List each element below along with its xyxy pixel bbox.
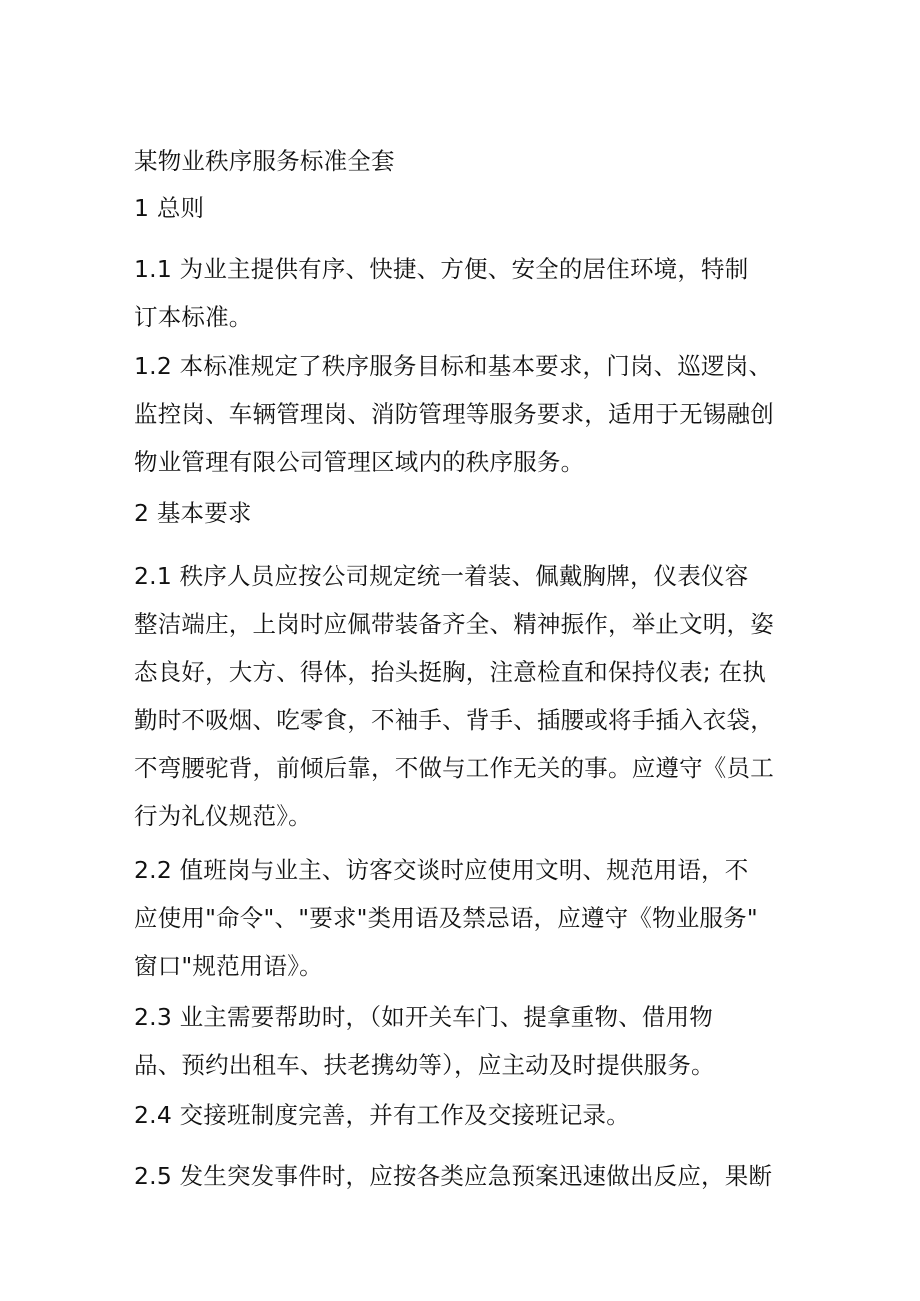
paragraph-line: 2.4 交接班制度完善，并有工作及交接班记录。 bbox=[134, 1101, 630, 1129]
paragraph-line: 行为礼仪规范》。 bbox=[134, 802, 312, 830]
paragraph-line: 2.3 业主需要帮助时，（如开关车门、提拿重物、借用物 bbox=[134, 1003, 713, 1031]
paragraph-line: 整洁端庄，上岗时应佩带装备齐全、精神振作，举止文明，姿 bbox=[134, 610, 774, 638]
paragraph-line: 2.2 值班岗与业主、访客交谈时应使用文明、规范用语，不 bbox=[134, 856, 749, 884]
section-heading-2: 2 基本要求 bbox=[134, 499, 252, 527]
paragraph-line: 品、预约出租车、扶老携幼等），应主动及时提供服务。 bbox=[134, 1051, 715, 1079]
paragraph-line: 1.2 本标准规定了秩序服务目标和基本要求，门岗、巡逻岗、 bbox=[134, 352, 773, 380]
paragraph-line: 1.1 为业主提供有序、快捷、方便、安全的居住环境，特制 bbox=[134, 255, 749, 283]
paragraph-line: 应使用"命令"、"要求"类用语及禁忌语，应遵守《物业服务" bbox=[134, 904, 758, 932]
paragraph-line: 勤时不吸烟、吃零食，不袖手、背手、插腰或将手插入衣袋， bbox=[134, 706, 774, 734]
paragraph-line: 2.5 发生突发事件时，应按各类应急预案迅速做出反应，果断 bbox=[134, 1162, 773, 1190]
paragraph-line: 订本标准。 bbox=[134, 303, 253, 331]
paragraph-line: 窗口"规范用语》。 bbox=[134, 952, 323, 980]
document-title: 某物业秩序服务标准全套 bbox=[134, 147, 395, 175]
paragraph-line: 态良好，大方、得体，抬头挺胸，注意检直和保持仪表; 在执 bbox=[134, 658, 766, 686]
paragraph-line: 不弯腰驼背，前倾后靠，不做与工作无关的事。应遵守《员工 bbox=[134, 754, 774, 782]
paragraph-line: 监控岗、车辆管理岗、消防管理等服务要求，适用于无锡融创 bbox=[134, 400, 774, 428]
section-heading-1: 1 总则 bbox=[134, 194, 205, 222]
paragraph-line: 2.1 秩序人员应按公司规定统一着装、佩戴胸牌，仪表仪容 bbox=[134, 562, 749, 590]
paragraph-line: 物业管理有限公司管理区域内的秩序服务。 bbox=[134, 448, 585, 476]
